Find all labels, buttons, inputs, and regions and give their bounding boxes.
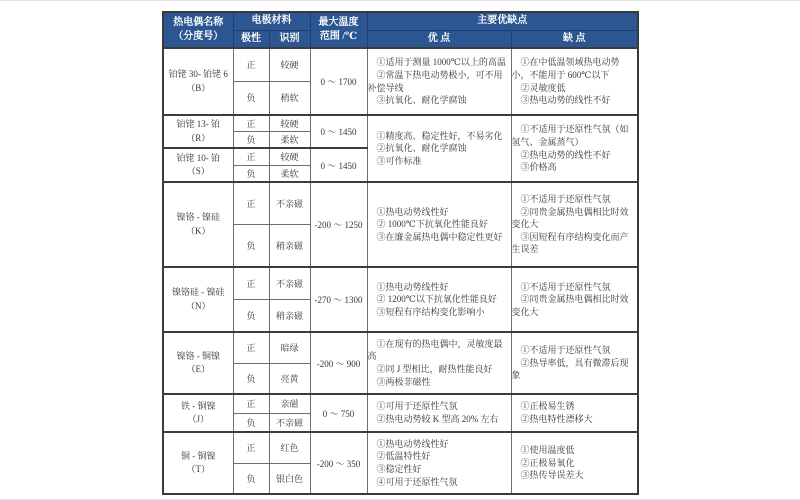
thermocouple-name: 镍铬硅 - 镍硅 — [172, 287, 225, 297]
identification-cell: 较硬 — [269, 148, 310, 165]
list-item: ①热电动势线性好 — [376, 281, 449, 292]
disadvantages-cell — [511, 182, 638, 267]
thermocouple-name: 铂铑 10- 铂 — [176, 152, 220, 163]
name-cell — [163, 394, 233, 432]
thermocouple-code: （R） — [186, 132, 211, 143]
identification-cell: 稍软 — [269, 81, 310, 115]
range-cell: -200 ～ 1250 — [310, 182, 367, 267]
identification-cell: 亲磁 — [269, 394, 310, 413]
name-cell — [163, 48, 233, 115]
identification-cell: 柔软 — [269, 131, 310, 148]
name-cell — [163, 148, 233, 182]
header-range-line1: 最大温度 — [318, 16, 359, 28]
polarity-cell: 负 — [233, 299, 269, 332]
thermocouple-name: 铂铑 13- 铂 — [176, 119, 220, 129]
table-row — [163, 394, 638, 413]
header-row-2 — [163, 30, 638, 48]
disadvantages-cell — [511, 394, 638, 432]
header-range-line2: 范围 /℃ — [319, 31, 358, 42]
list-item: ②同 J 型相比，耐热性能良好 — [376, 364, 493, 374]
list-item: ④可用于还原性气氛 — [376, 476, 458, 487]
header-pros: 优 点 — [367, 30, 511, 48]
range-cell: -270 ～ 1300 — [310, 267, 367, 332]
list-item: ①使用温度低 — [520, 445, 575, 456]
advantages-cell — [367, 394, 511, 432]
list-item: ② 1000℃下抗氧化性能良好 — [376, 219, 488, 230]
header-identification: 识别 — [269, 30, 310, 48]
name-cell — [163, 182, 233, 267]
polarity-cell: 负 — [233, 131, 269, 148]
list-item: ①适用于测量 1000℃以上的高温 — [376, 57, 506, 68]
header-electrode-material: 电极材料 — [233, 12, 310, 30]
polarity-cell: 正 — [233, 115, 269, 131]
list-item: ③可作标准 — [376, 155, 422, 166]
polarity-cell: 负 — [233, 413, 269, 432]
identification-cell: 稍亲磁 — [269, 299, 310, 332]
list-item: ③短程有序结构变化影响小 — [376, 306, 485, 317]
header-name-line2: （分度号） — [173, 31, 224, 42]
table-row — [163, 432, 638, 463]
list-item: ②热电特性漂移大 — [520, 414, 593, 424]
list-item: ②正极易氧化 — [520, 457, 575, 468]
identification-cell: 不亲磁 — [269, 413, 310, 432]
thermocouple-name: 铁 - 铜镍 — [181, 400, 216, 411]
range-cell: 0 ～ 750 — [310, 394, 367, 432]
disadvantages-cell — [511, 267, 638, 332]
advantages-cell — [367, 267, 511, 332]
list-item: ③价格高 — [520, 162, 557, 173]
name-cell — [163, 267, 233, 332]
thermocouple-code: （S） — [186, 166, 210, 176]
list-item: ①在中低温领域热电动势小，不能用于 600℃以下 — [511, 57, 620, 80]
name-cell — [163, 432, 233, 494]
list-item: ②同贵金属热电偶相比时效变化大 — [511, 294, 629, 317]
thermocouple-code: （N） — [186, 300, 211, 311]
header-cons: 缺 点 — [511, 30, 638, 48]
header-polarity: 极性 — [233, 30, 269, 48]
list-item: ①热电动势线性好 — [376, 206, 449, 217]
list-item: ②灵敏度低 — [520, 82, 566, 93]
identification-cell: 不亲磁 — [269, 267, 310, 299]
polarity-cell: 正 — [233, 332, 269, 363]
advantages-cell — [367, 332, 511, 394]
range-cell: -200 ～ 900 — [310, 332, 367, 394]
polarity-cell: 正 — [233, 182, 269, 224]
header-row-1 — [163, 12, 638, 30]
list-item: ②抗氧化、耐化学腐蚀 — [376, 143, 467, 154]
list-item: ③热电动势的线性不好 — [520, 95, 611, 106]
thermocouple-code: （T） — [186, 464, 210, 474]
advantages-cell — [367, 115, 511, 182]
identification-cell: 较硬 — [269, 115, 310, 131]
header-max-temp-range — [310, 12, 367, 48]
disadvantages-cell — [511, 432, 638, 494]
table-row — [163, 182, 638, 224]
table-row — [163, 48, 638, 81]
table-row — [163, 267, 638, 299]
list-item: ③两极非磁性 — [376, 376, 431, 387]
advantages-cell — [367, 182, 511, 267]
polarity-cell: 负 — [233, 363, 269, 394]
advantages-cell — [367, 48, 511, 115]
polarity-cell: 负 — [233, 81, 269, 115]
thermocouple-name: 铜 - 铜镍 — [181, 450, 216, 461]
polarity-cell: 正 — [233, 394, 269, 413]
thermocouple-code: （E） — [186, 364, 210, 374]
list-item: ②热电动势的线性不好 — [520, 149, 611, 160]
range-cell: 0 ～ 1450 — [310, 148, 367, 182]
polarity-cell: 正 — [233, 267, 269, 299]
list-item: ③热传导误差大 — [520, 470, 584, 481]
list-item: ③稳定性好 — [376, 464, 422, 474]
list-item: ①热电动势线性好 — [376, 438, 449, 449]
polarity-cell: 正 — [233, 148, 269, 165]
identification-cell: 红色 — [269, 432, 310, 463]
disadvantages-cell — [511, 115, 638, 182]
range-cell: 0 ～ 1700 — [310, 48, 367, 115]
list-item: ①精度高、稳定性好，不易劣化 — [376, 130, 503, 141]
list-item: ②同贵金属热电偶相比时效变化大 — [511, 206, 629, 230]
list-item: ②低温特性好 — [376, 451, 431, 462]
thermocouple-name: 镍铬 - 铜镍 — [176, 350, 220, 361]
list-item: ③抗氧化、耐化学腐蚀 — [376, 95, 467, 106]
list-item: ②常温下热电动势极小，可不用补偿导线 — [367, 69, 503, 93]
list-item: ①不适用于还原性气氛 — [520, 345, 611, 356]
list-item: ①可用于还原性气氛 — [376, 401, 458, 412]
range-cell: 0 ～ 1450 — [310, 115, 367, 148]
thermocouple-table — [162, 11, 639, 495]
list-item: ①正极易生锈 — [520, 401, 575, 412]
polarity-cell: 正 — [233, 432, 269, 463]
header-pros-cons: 主要优缺点 — [367, 12, 638, 30]
polarity-cell: 负 — [233, 165, 269, 182]
thermocouple-code: （B） — [186, 82, 211, 93]
identification-cell: 亮黄 — [269, 363, 310, 394]
advantages-cell — [367, 432, 511, 494]
thermocouple-code: （J） — [187, 414, 209, 424]
polarity-cell: 正 — [233, 48, 269, 81]
list-item: ②热电动势较 K 型高 20% 左右 — [376, 414, 499, 424]
name-cell — [163, 332, 233, 394]
identification-cell: 不亲磁 — [269, 182, 310, 224]
identification-cell: 柔软 — [269, 165, 310, 182]
list-item: ①在现有的热电偶中，灵敏度最高 — [367, 338, 503, 362]
disadvantages-cell — [511, 48, 638, 115]
thermocouple-code: （K） — [186, 225, 211, 236]
table-row — [163, 115, 638, 131]
identification-cell: 稍亲磁 — [269, 224, 310, 267]
thermocouple-name: 镍铬 - 镍硅 — [176, 212, 220, 222]
polarity-cell: 负 — [233, 224, 269, 267]
list-item: ①不适用于还原性气氛（如氢气、金属蒸气） — [511, 124, 629, 147]
header-thermocouple-name — [163, 12, 233, 48]
list-item: ② 1200℃以下抗氧化性能良好 — [376, 294, 497, 305]
thermocouple-name: 铂铑 30- 铂铑 6 — [168, 69, 228, 79]
list-item: ③因短程有序结构变化而产生误差 — [511, 231, 629, 255]
polarity-cell: 负 — [233, 463, 269, 494]
list-item: ①不适用于还原性气氛 — [520, 281, 611, 292]
header-name-line1: 热电偶名称 — [173, 16, 224, 28]
identification-cell: 较硬 — [269, 48, 310, 81]
identification-cell: 暗绿 — [269, 332, 310, 363]
list-item: ③在廉金属热电偶中稳定性更好 — [376, 231, 503, 242]
range-cell: -200 ～ 350 — [310, 432, 367, 494]
disadvantages-cell — [511, 332, 638, 394]
table-row — [163, 332, 638, 363]
list-item: ②热导率低，具有微滞后现象 — [511, 357, 629, 381]
identification-cell: 银白色 — [269, 463, 310, 494]
name-cell — [163, 115, 233, 148]
list-item: ①不适用于还原性气氛 — [520, 194, 611, 205]
